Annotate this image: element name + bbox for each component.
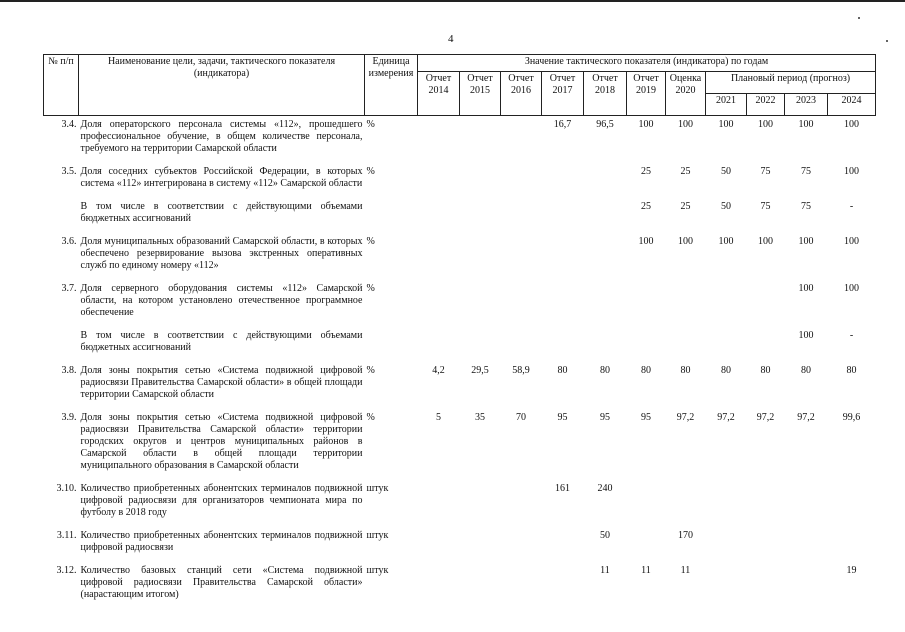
row-value: 35	[475, 412, 485, 423]
row-gap-cell	[44, 601, 876, 609]
header-year-label: Оценка	[669, 73, 702, 84]
row-number: 3.11.	[56, 530, 77, 541]
header-year-value: 2020	[675, 85, 696, 96]
table-row	[44, 163, 876, 190]
header-year-cell	[627, 72, 666, 116]
row-number: 3.4.	[61, 119, 77, 130]
row-value	[418, 480, 460, 519]
row-gap-cell	[44, 272, 876, 280]
row-indicator-name: Количество приобретенных абонентских терминалов подвижной цифровой радиосвязи	[80, 530, 363, 553]
row-number: 3.7.	[61, 283, 77, 294]
table-row	[44, 327, 876, 354]
row-value	[627, 327, 666, 354]
row-gap	[44, 519, 876, 527]
row-value	[747, 527, 785, 554]
table-row	[44, 562, 876, 601]
row-indicator-name: Количество базовых станций сети «Система подвижной цифровой радиосвязи Правительства Самарской области» (нарастающим итогом)	[80, 565, 363, 600]
row-value: 80	[801, 365, 811, 376]
row-value: 100	[798, 236, 814, 247]
row-value: 100	[718, 119, 734, 130]
row-value	[418, 116, 460, 156]
header-year-label: Отчет	[425, 73, 452, 84]
row-value	[460, 327, 501, 354]
indicators-table	[43, 54, 876, 609]
row-value	[828, 527, 876, 554]
row-unit: штук	[366, 565, 389, 576]
row-value	[542, 527, 584, 554]
row-value	[501, 527, 542, 554]
row-number: 3.8.	[61, 365, 77, 376]
row-value: -	[849, 201, 854, 212]
row-unit	[365, 327, 418, 354]
row-value	[501, 327, 542, 354]
row-value: 161	[555, 483, 570, 494]
row-unit: %	[366, 119, 375, 130]
row-gap	[44, 354, 876, 362]
header-plan-year: 2022	[747, 94, 785, 116]
row-value	[747, 480, 785, 519]
row-value	[785, 480, 828, 519]
row-gap	[44, 601, 876, 609]
row-value	[460, 116, 501, 156]
row-value	[460, 163, 501, 190]
header-year-label: Отчет	[549, 73, 576, 84]
row-value	[706, 480, 747, 519]
row-value	[584, 280, 627, 319]
row-value	[747, 562, 785, 601]
row-value: 80	[557, 365, 568, 376]
row-indicator-name: Доля операторского персонала системы «112», прошедшего профессиональное обучение, в общем количестве персонала, требуемого на территории Самарской области	[80, 119, 363, 154]
row-value: 75	[801, 166, 811, 177]
row-value	[627, 527, 666, 554]
header-year-value: 2016	[511, 85, 531, 96]
row-value	[542, 562, 584, 601]
row-gap-cell	[44, 155, 876, 163]
row-value	[542, 198, 584, 225]
row-value	[501, 233, 542, 272]
row-value	[501, 116, 542, 156]
header-plan-year: 2021	[706, 94, 747, 116]
header-year-value: 2019	[636, 85, 656, 96]
row-value: 100	[798, 330, 814, 341]
row-value: 80	[760, 365, 771, 376]
row-value: 80	[600, 365, 610, 376]
row-gap-cell	[44, 401, 876, 409]
header-year-cell	[501, 72, 542, 116]
row-value	[418, 198, 460, 225]
row-value: 95	[557, 412, 568, 423]
row-value	[666, 280, 706, 319]
table-row	[44, 527, 876, 554]
row-value: 100	[678, 119, 693, 130]
row-gap-cell	[44, 519, 876, 527]
row-value: 97,2	[676, 412, 695, 423]
row-value	[785, 527, 828, 554]
row-gap	[44, 401, 876, 409]
row-value: 58,9	[512, 365, 530, 376]
header-year-label: Отчет	[467, 73, 493, 84]
row-indicator-name: Доля серверного оборудования системы «112» Самарской области, на котором установлено отечественное программное обеспечение	[80, 283, 363, 318]
row-value	[418, 233, 460, 272]
row-value	[627, 280, 666, 319]
row-unit: %	[366, 412, 375, 423]
row-indicator-name: Доля зоны покрытия сетью «Система подвижной цифровой радиосвязи Правительства Самарской области» территории городских округов и центров муниципальных районов в Самарской области в общей площади территории муниципального образования в Самарской области	[80, 412, 363, 471]
row-number	[44, 327, 79, 354]
row-value	[627, 480, 666, 519]
row-value: 25	[680, 201, 691, 212]
row-value	[460, 480, 501, 519]
row-value	[460, 198, 501, 225]
row-gap	[44, 155, 876, 163]
row-unit: %	[366, 365, 375, 376]
row-indicator-name: Доля зоны покрытия сетью «Система подвижной цифровой радиосвязи Правительства Самарской области» в общей площади территории Самарской области	[80, 365, 363, 400]
header-year-cell	[418, 72, 460, 116]
row-value	[460, 280, 501, 319]
row-value: 80	[680, 365, 691, 376]
row-value	[584, 163, 627, 190]
row-value: 80	[721, 365, 731, 376]
row-value: 5	[436, 412, 441, 423]
row-value: 11	[680, 565, 691, 576]
row-value: 95	[641, 412, 651, 423]
row-gap	[44, 472, 876, 480]
row-value	[418, 280, 460, 319]
row-value	[460, 562, 501, 601]
row-value: 100	[844, 119, 860, 130]
row-value: 100	[844, 236, 860, 247]
row-number: 3.10.	[56, 483, 77, 494]
row-value	[460, 233, 501, 272]
row-gap-cell	[44, 319, 876, 327]
row-unit: штук	[366, 483, 389, 494]
top-border-line	[0, 0, 905, 2]
row-value	[542, 163, 584, 190]
row-value: 100	[638, 236, 654, 247]
row-value: 100	[718, 236, 734, 247]
row-value: 29,5	[471, 365, 489, 376]
header-year-value: 2014	[428, 85, 449, 96]
row-number	[44, 198, 79, 225]
row-value	[542, 233, 584, 272]
header-year-label: Отчет	[633, 73, 659, 84]
row-value: 50	[721, 201, 731, 212]
row-value: 50	[600, 530, 610, 541]
row-value	[501, 480, 542, 519]
header-num: № п/п	[44, 55, 79, 116]
row-value: 25	[680, 166, 691, 177]
row-gap-cell	[44, 354, 876, 362]
row-value: 100	[758, 119, 773, 130]
table-row	[44, 233, 876, 272]
row-gap	[44, 225, 876, 233]
row-gap-cell	[44, 472, 876, 480]
row-value: 99,6	[842, 412, 861, 423]
row-value: 170	[678, 530, 693, 541]
row-indicator-name: В том числе в соответствии с действующими объемами бюджетных ассигнований	[80, 201, 363, 224]
row-value	[501, 163, 542, 190]
row-value	[584, 233, 627, 272]
row-indicator-name: Доля соседних субъектов Российской Федерации, в которых система «112» интегрирована в систему «112» Самарской области	[80, 166, 363, 189]
row-gap	[44, 272, 876, 280]
row-value: 95	[600, 412, 610, 423]
row-value	[706, 527, 747, 554]
page-number: 4	[448, 33, 454, 45]
row-gap	[44, 319, 876, 327]
header-year-cell	[542, 72, 584, 116]
row-value	[584, 198, 627, 225]
row-indicator-name: В том числе в соответствии с действующими объемами бюджетных ассигнований	[80, 330, 363, 353]
row-value: 25	[641, 166, 651, 177]
row-unit: %	[366, 283, 375, 294]
row-unit: %	[366, 166, 375, 177]
row-gap-cell	[44, 225, 876, 233]
table-row	[44, 409, 876, 472]
row-value: 97,2	[756, 412, 775, 423]
row-unit: штук	[366, 530, 389, 541]
row-value: 100	[678, 236, 693, 247]
row-value: 11	[600, 565, 610, 576]
row-value: 16,7	[553, 119, 572, 130]
row-value	[785, 562, 828, 601]
header-name: Наименование цели, задачи, тактического показателя (индикатора)	[79, 55, 365, 116]
row-value: 97,2	[717, 412, 735, 423]
header-year-value: 2017	[552, 85, 573, 96]
row-value: 100	[638, 119, 654, 130]
row-gap-cell	[44, 190, 876, 198]
row-value	[542, 327, 584, 354]
row-value	[418, 327, 460, 354]
row-value: 97,2	[797, 412, 815, 423]
row-value	[584, 327, 627, 354]
row-value	[418, 163, 460, 190]
row-value: 100	[844, 166, 860, 177]
row-value	[747, 280, 785, 319]
header-year-label: Отчет	[592, 73, 618, 84]
row-value: 80	[846, 365, 857, 376]
row-value: 80	[641, 365, 651, 376]
row-value	[747, 327, 785, 354]
row-value	[706, 562, 747, 601]
row-number: 3.5.	[61, 166, 77, 177]
row-value: 100	[798, 283, 814, 294]
row-value	[666, 480, 706, 519]
header-year-label: Отчет	[508, 73, 534, 84]
row-value: -	[849, 330, 854, 341]
scan-speck	[886, 40, 888, 42]
row-value	[460, 527, 501, 554]
header-plan-year: 2024	[828, 94, 876, 116]
row-number: 3.6.	[61, 236, 77, 247]
row-number: 3.9.	[61, 412, 77, 423]
header-year-cell	[460, 72, 501, 116]
row-value: 50	[721, 166, 731, 177]
row-gap	[44, 554, 876, 562]
header-year-value: 2015	[470, 85, 490, 96]
table-row	[44, 280, 876, 319]
row-value	[706, 280, 747, 319]
row-gap	[44, 190, 876, 198]
row-value	[666, 327, 706, 354]
row-unit: %	[366, 236, 375, 247]
row-value: 100	[758, 236, 773, 247]
table-row	[44, 198, 876, 225]
row-value: 240	[597, 483, 613, 494]
row-value	[706, 327, 747, 354]
row-value	[542, 280, 584, 319]
row-value: 4,2	[432, 365, 445, 376]
row-value: 75	[760, 201, 771, 212]
row-gap-cell	[44, 554, 876, 562]
table-row	[44, 116, 876, 156]
row-value	[501, 562, 542, 601]
header-plan-year: 2023	[785, 94, 828, 116]
row-number: 3.12.	[56, 565, 77, 576]
header-year-value: 2018	[595, 85, 615, 96]
header-year-cell	[584, 72, 627, 116]
row-value	[501, 198, 542, 225]
row-value: 75	[801, 201, 811, 212]
header-values-title: Значение тактического показателя (индикатора) по годам	[418, 55, 876, 72]
row-indicator-name: Доля муниципальных образований Самарской области, в которых обеспечено резервирование вызова экстренных оперативных служб по единому номеру «112»	[80, 236, 363, 271]
row-value	[418, 562, 460, 601]
header-plan-title: Плановый период (прогноз)	[706, 72, 876, 94]
row-value	[418, 527, 460, 554]
row-value: 96,5	[596, 119, 614, 130]
row-unit	[365, 198, 418, 225]
row-value	[828, 480, 876, 519]
header-year-cell	[666, 72, 706, 116]
table-row	[44, 362, 876, 401]
scan-speck	[858, 17, 860, 19]
row-value: 70	[516, 412, 526, 423]
table-row	[44, 480, 876, 519]
row-value	[501, 280, 542, 319]
row-value: 19	[846, 565, 857, 576]
row-value: 100	[798, 119, 814, 130]
row-value: 100	[844, 283, 860, 294]
row-value: 75	[760, 166, 771, 177]
row-value: 25	[641, 201, 651, 212]
row-value: 11	[641, 565, 651, 576]
row-indicator-name: Количество приобретенных абонентских терминалов подвижной цифровой радиосвязи для организаторов чемпионата мира по футболу в 2018 году	[80, 483, 363, 518]
header-unit: Единица измерения	[365, 55, 418, 116]
